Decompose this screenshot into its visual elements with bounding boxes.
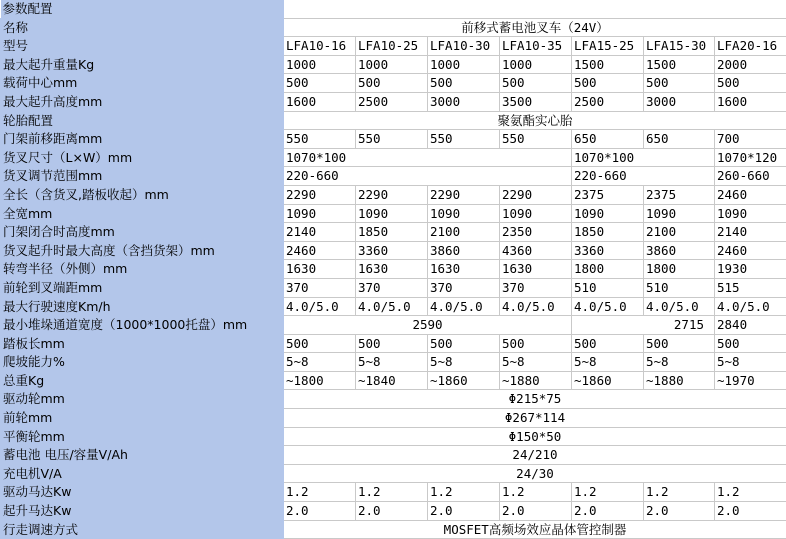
row-label[interactable]: 货叉调节范围mm	[1, 167, 284, 186]
header-row	[1, 0, 786, 18]
row-label[interactable]: 行走调速方式	[1, 520, 284, 539]
row-label[interactable]: 名称	[1, 18, 284, 37]
row-label[interactable]: 驱动轮mm	[1, 390, 284, 409]
value-cell[interactable]: 1.2	[428, 483, 500, 502]
value-cell[interactable]: 4.0/5.0	[356, 297, 428, 316]
spanned-value-cell[interactable]: 1070*100	[572, 148, 715, 167]
table-row	[1, 241, 786, 260]
value-cell[interactable]: ~1800	[284, 371, 356, 390]
value-cell[interactable]: 2290	[356, 185, 428, 204]
value-cell[interactable]: 370	[356, 278, 428, 297]
table-row	[1, 55, 786, 74]
value-cell[interactable]: 1630	[356, 260, 428, 279]
value-cell[interactable]: 4.0/5.0	[500, 297, 572, 316]
value-cell[interactable]: 1630	[428, 260, 500, 279]
value-cell[interactable]: 1090	[715, 204, 786, 223]
value-cell[interactable]: 500	[715, 74, 786, 93]
table-row	[1, 37, 786, 56]
value-cell[interactable]: 550	[428, 130, 500, 149]
value-cell[interactable]: 370	[500, 278, 572, 297]
merged-value-cell[interactable]: Φ150*50	[284, 427, 786, 446]
table-row	[1, 297, 786, 316]
merged-value-cell[interactable]: 24/210	[284, 446, 786, 465]
value-cell[interactable]: 1.2	[644, 483, 715, 502]
row-label[interactable]: 门架前移距离mm	[1, 130, 284, 149]
value-cell[interactable]: 1.2	[572, 483, 644, 502]
merged-value-cell[interactable]: Φ267*114	[284, 409, 786, 428]
row-label[interactable]: 全长（含货叉,踏板收起）mm	[1, 185, 284, 204]
spanned-value-cell[interactable]: 1070*100	[284, 148, 572, 167]
value-cell[interactable]: 4.0/5.0	[644, 297, 715, 316]
value-cell[interactable]: 2290	[500, 185, 572, 204]
value-cell[interactable]: 500	[572, 74, 644, 93]
value-cell[interactable]: 3000	[428, 92, 500, 111]
table-row	[1, 316, 786, 335]
value-cell[interactable]: ~1880	[500, 371, 572, 390]
value-cell[interactable]: 2.0	[284, 502, 356, 521]
spanned-value-cell[interactable]: 2590	[284, 316, 572, 335]
header-empty-cell[interactable]	[500, 0, 572, 18]
value-cell[interactable]: 1850	[572, 223, 644, 242]
spec-table-body	[1, 0, 786, 539]
value-cell[interactable]: 2.0	[428, 502, 500, 521]
value-cell[interactable]: LFA10-25	[356, 37, 428, 56]
value-cell[interactable]: 700	[715, 130, 786, 149]
row-label[interactable]: 起升马达Kw	[1, 502, 284, 521]
spanned-value-cell[interactable]: 2840	[715, 316, 786, 335]
table-row	[1, 334, 786, 353]
row-label[interactable]: 前轮到叉端距mm	[1, 278, 284, 297]
value-cell[interactable]: 3860	[644, 241, 715, 260]
row-label[interactable]: 最小堆垛通道宽度（1000*1000托盘）mm	[1, 316, 284, 335]
spanned-value-cell[interactable]: 1070*120	[715, 148, 786, 167]
value-cell[interactable]: 1850	[356, 223, 428, 242]
value-cell[interactable]: 2.0	[356, 502, 428, 521]
value-cell[interactable]: 3360	[572, 241, 644, 260]
value-cell[interactable]: 4.0/5.0	[428, 297, 500, 316]
spanned-value-cell[interactable]: 220-660	[572, 167, 715, 186]
header-empty-cell[interactable]	[428, 0, 500, 18]
value-cell[interactable]: 1000	[500, 55, 572, 74]
value-cell[interactable]: 2140	[715, 223, 786, 242]
value-cell[interactable]: 500	[715, 334, 786, 353]
value-cell[interactable]: 3360	[356, 241, 428, 260]
value-cell[interactable]: 2460	[715, 185, 786, 204]
value-cell[interactable]: 1090	[572, 204, 644, 223]
row-label[interactable]: 充电机V/A	[1, 464, 284, 483]
row-label[interactable]: 蓄电池 电压/容量V/Ah	[1, 446, 284, 465]
row-label[interactable]: 总重Kg	[1, 371, 284, 390]
value-cell[interactable]: 550	[356, 130, 428, 149]
value-cell[interactable]: 2290	[284, 185, 356, 204]
value-cell[interactable]: 2350	[500, 223, 572, 242]
table-row	[1, 167, 786, 186]
value-cell[interactable]: 5~8	[428, 353, 500, 372]
spanned-value-cell[interactable]: 220-660	[284, 167, 572, 186]
value-cell[interactable]: ~1970	[715, 371, 786, 390]
value-cell[interactable]: 3000	[644, 92, 715, 111]
value-cell[interactable]: 500	[572, 334, 644, 353]
table-row	[1, 502, 786, 521]
row-label[interactable]: 前轮mm	[1, 409, 284, 428]
value-cell[interactable]: 500	[644, 334, 715, 353]
value-cell[interactable]: 2375	[644, 185, 715, 204]
value-cell[interactable]: 2.0	[500, 502, 572, 521]
table-row	[1, 278, 786, 297]
table-row	[1, 148, 786, 167]
value-cell[interactable]: ~1840	[356, 371, 428, 390]
value-cell[interactable]: 370	[428, 278, 500, 297]
value-cell[interactable]: 500	[500, 334, 572, 353]
value-cell[interactable]: 1090	[356, 204, 428, 223]
header-cell[interactable]: 参数配置	[1, 0, 284, 18]
value-cell[interactable]: 2460	[715, 241, 786, 260]
header-empty-cell[interactable]	[356, 0, 428, 18]
table-row	[1, 446, 786, 465]
table-row	[1, 409, 786, 428]
value-cell[interactable]: 1600	[284, 92, 356, 111]
value-cell[interactable]: 1800	[644, 260, 715, 279]
table-row	[1, 464, 786, 483]
value-cell[interactable]: 500	[428, 334, 500, 353]
value-cell[interactable]: 1090	[428, 204, 500, 223]
row-label[interactable]: 最大起升重量Kg	[1, 55, 284, 74]
value-cell[interactable]: 1090	[644, 204, 715, 223]
value-cell[interactable]: 550	[284, 130, 356, 149]
header-empty-cell[interactable]	[572, 0, 644, 18]
value-cell[interactable]: 3860	[428, 241, 500, 260]
value-cell[interactable]: 510	[644, 278, 715, 297]
value-cell[interactable]: 500	[284, 334, 356, 353]
value-cell[interactable]: 5~8	[572, 353, 644, 372]
value-cell[interactable]: 4.0/5.0	[715, 297, 786, 316]
row-label[interactable]: 最大行驶速度Km/h	[1, 297, 284, 316]
value-cell[interactable]: 1000	[284, 55, 356, 74]
value-cell[interactable]: 1600	[715, 92, 786, 111]
merged-value-cell[interactable]: Φ215*75	[284, 390, 786, 409]
value-cell[interactable]: 5~8	[500, 353, 572, 372]
table-row	[1, 520, 786, 539]
table-row	[1, 74, 786, 93]
value-cell[interactable]: 2290	[428, 185, 500, 204]
value-cell[interactable]: 1000	[428, 55, 500, 74]
row-label[interactable]: 载荷中心mm	[1, 74, 284, 93]
value-cell[interactable]: 2500	[356, 92, 428, 111]
value-cell[interactable]: 650	[572, 130, 644, 149]
value-cell[interactable]: LFA10-30	[428, 37, 500, 56]
table-row	[1, 92, 786, 111]
value-cell[interactable]: ~1860	[572, 371, 644, 390]
header-empty-cell[interactable]	[644, 0, 715, 18]
table-row	[1, 185, 786, 204]
value-cell[interactable]: 2.0	[572, 502, 644, 521]
value-cell[interactable]: LFA20-16	[715, 37, 786, 56]
value-cell[interactable]: ~1880	[644, 371, 715, 390]
table-row	[1, 223, 786, 242]
value-cell[interactable]: 1.2	[500, 483, 572, 502]
value-cell[interactable]: 2375	[572, 185, 644, 204]
table-row	[1, 427, 786, 446]
table-row	[1, 353, 786, 372]
merged-value-cell[interactable]: 前移式蓄电池叉车（24V）	[284, 18, 786, 37]
value-cell[interactable]: 1090	[284, 204, 356, 223]
value-cell[interactable]: 650	[644, 130, 715, 149]
value-cell[interactable]: 500	[644, 74, 715, 93]
value-cell[interactable]: 1800	[572, 260, 644, 279]
value-cell[interactable]: 2140	[284, 223, 356, 242]
table-row	[1, 111, 786, 130]
table-row	[1, 371, 786, 390]
value-cell[interactable]: 4.0/5.0	[572, 297, 644, 316]
table-row	[1, 130, 786, 149]
value-cell[interactable]: 2000	[715, 55, 786, 74]
value-cell[interactable]: 2.0	[715, 502, 786, 521]
value-cell[interactable]: 1000	[356, 55, 428, 74]
row-label[interactable]: 型号	[1, 37, 284, 56]
value-cell[interactable]: 5~8	[715, 353, 786, 372]
value-cell[interactable]: LFA15-30	[644, 37, 715, 56]
value-cell[interactable]: 500	[356, 74, 428, 93]
value-cell[interactable]: 510	[572, 278, 644, 297]
value-cell[interactable]: LFA15-25	[572, 37, 644, 56]
row-label[interactable]: 轮胎配置	[1, 111, 284, 130]
table-row	[1, 18, 786, 37]
value-cell[interactable]: 1630	[500, 260, 572, 279]
value-cell[interactable]: 550	[500, 130, 572, 149]
header-empty-cell[interactable]	[715, 0, 786, 18]
value-cell[interactable]: 5~8	[284, 353, 356, 372]
value-cell[interactable]: 3500	[500, 92, 572, 111]
value-cell[interactable]: 500	[500, 74, 572, 93]
row-label[interactable]: 踏板长mm	[1, 334, 284, 353]
value-cell[interactable]: 1630	[284, 260, 356, 279]
value-cell[interactable]: 500	[284, 74, 356, 93]
value-cell[interactable]: 2500	[572, 92, 644, 111]
value-cell[interactable]: 2.0	[644, 502, 715, 521]
value-cell[interactable]: 1930	[715, 260, 786, 279]
value-cell[interactable]: 5~8	[356, 353, 428, 372]
value-cell[interactable]: 515	[715, 278, 786, 297]
value-cell[interactable]: 1500	[644, 55, 715, 74]
spanned-value-cell[interactable]: 2715	[572, 316, 715, 335]
row-label[interactable]: 门架闭合时高度mm	[1, 223, 284, 242]
value-cell[interactable]: ~1860	[428, 371, 500, 390]
value-cell[interactable]: 2100	[428, 223, 500, 242]
merged-value-cell[interactable]: 24/30	[284, 464, 786, 483]
value-cell[interactable]: 4360	[500, 241, 572, 260]
value-cell[interactable]: 2100	[644, 223, 715, 242]
value-cell[interactable]: 5~8	[644, 353, 715, 372]
row-label[interactable]: 全宽mm	[1, 204, 284, 223]
row-label[interactable]: 货叉起升时最大高度（含挡货架）mm	[1, 241, 284, 260]
table-row	[1, 260, 786, 279]
table-row	[1, 390, 786, 409]
value-cell[interactable]: 1.2	[356, 483, 428, 502]
table-row	[1, 483, 786, 502]
value-cell[interactable]: 500	[356, 334, 428, 353]
table-row	[1, 204, 786, 223]
row-label[interactable]: 最大起升高度mm	[1, 92, 284, 111]
value-cell[interactable]: 1.2	[715, 483, 786, 502]
value-cell[interactable]: LFA10-35	[500, 37, 572, 56]
row-label[interactable]: 驱动马达Kw	[1, 483, 284, 502]
spanned-value-cell[interactable]: 260-660	[715, 167, 786, 186]
merged-value-cell[interactable]: MOSFET高频场效应晶体管控制器	[284, 520, 786, 539]
value-cell[interactable]: LFA10-16	[284, 37, 356, 56]
row-label[interactable]: 爬坡能力%	[1, 353, 284, 372]
value-cell[interactable]: 500	[428, 74, 500, 93]
row-label[interactable]: 转弯半径（外侧）mm	[1, 260, 284, 279]
value-cell[interactable]: 370	[284, 278, 356, 297]
value-cell[interactable]: 1500	[572, 55, 644, 74]
value-cell[interactable]: 1.2	[284, 483, 356, 502]
header-empty-cell[interactable]	[284, 0, 356, 18]
value-cell[interactable]: 2460	[284, 241, 356, 260]
value-cell[interactable]: 4.0/5.0	[284, 297, 356, 316]
row-label[interactable]: 货叉尺寸（L×W）mm	[1, 148, 284, 167]
value-cell[interactable]: 1090	[500, 204, 572, 223]
merged-value-cell[interactable]: 聚氨酯实心胎	[284, 111, 786, 130]
row-label[interactable]: 平衡轮mm	[1, 427, 284, 446]
